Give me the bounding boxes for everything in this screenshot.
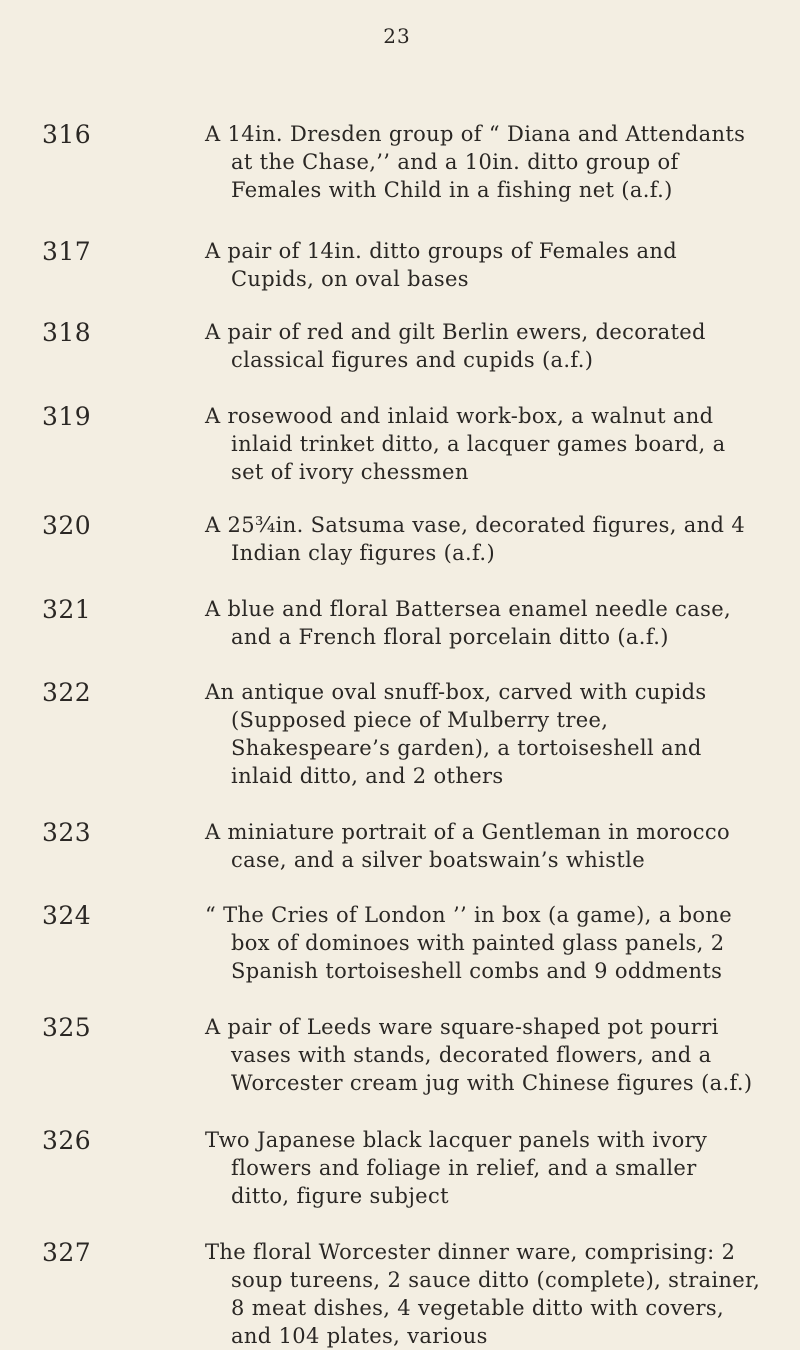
- lot-description: The floral Worcester dinner ware, comprising: 2 soup tureens, 2 sauce ditto (complete), strainer, 8 meat dishes, 4 vegetable ditto with covers, and 104 plates, various: [205, 1240, 761, 1348]
- lot-number: 327: [42, 1238, 92, 1267]
- lot-description: A 14in. Dresden group of “ Diana and Attendants at the Chase,’’ and a 10in. ditto group of Females with Child in a fishing net (a.f.): [205, 122, 746, 202]
- lot-number: 326: [42, 1126, 92, 1155]
- lot-number: 321: [42, 595, 92, 624]
- lot-number: 320: [42, 511, 92, 540]
- lot-description: A 25¾in. Satsuma vase, decorated figures, and 4 Indian clay figures (a.f.): [205, 513, 746, 565]
- lot-number: 316: [42, 120, 92, 149]
- lot-number: 317: [42, 237, 92, 266]
- lot-description: A blue and floral Battersea enamel needle case, and a French floral porcelain ditto (a.f.): [205, 597, 732, 649]
- lot-description: A miniature portrait of a Gentleman in morocco case, and a silver boatswain’s whistle: [205, 820, 730, 872]
- lot-description: A rosewood and inlaid work-box, a walnut and inlaid trinket ditto, a lacquer games board, a set of ivory chessmen: [205, 404, 726, 484]
- lot-description: A pair of red and gilt Berlin ewers, decorated classical figures and cupids (a.f.): [205, 320, 706, 372]
- lot-number: 325: [42, 1013, 92, 1042]
- lot-description: A pair of 14in. ditto groups of Females and Cupids, on oval bases: [205, 239, 678, 291]
- lot-description: An antique oval snuff-box, carved with cupids (Supposed piece of Mulberry tree, Shakespeare’s garden), a tortoiseshell and inlaid ditto, and 2 others: [205, 680, 707, 788]
- lot-description: “ The Cries of London ’’ in box (a game), a bone box of dominoes with painted glass panels, 2 Spanish tortoiseshell combs and 9 oddments: [205, 903, 733, 983]
- lot-number: 324: [42, 901, 92, 930]
- page-number: 23: [383, 24, 411, 48]
- lot-number: 319: [42, 402, 92, 431]
- lot-number: 322: [42, 678, 92, 707]
- lot-description: Two Japanese black lacquer panels with ivory flowers and foliage in relief, and a smaller ditto, figure subject: [205, 1128, 708, 1208]
- lot-number: 323: [42, 818, 92, 847]
- lot-description: A pair of Leeds ware square-shaped pot pourri vases with stands, decorated flowers, and a Worcester cream jug with Chinese figures (a.f.): [205, 1015, 753, 1095]
- lot-number: 318: [42, 318, 92, 347]
